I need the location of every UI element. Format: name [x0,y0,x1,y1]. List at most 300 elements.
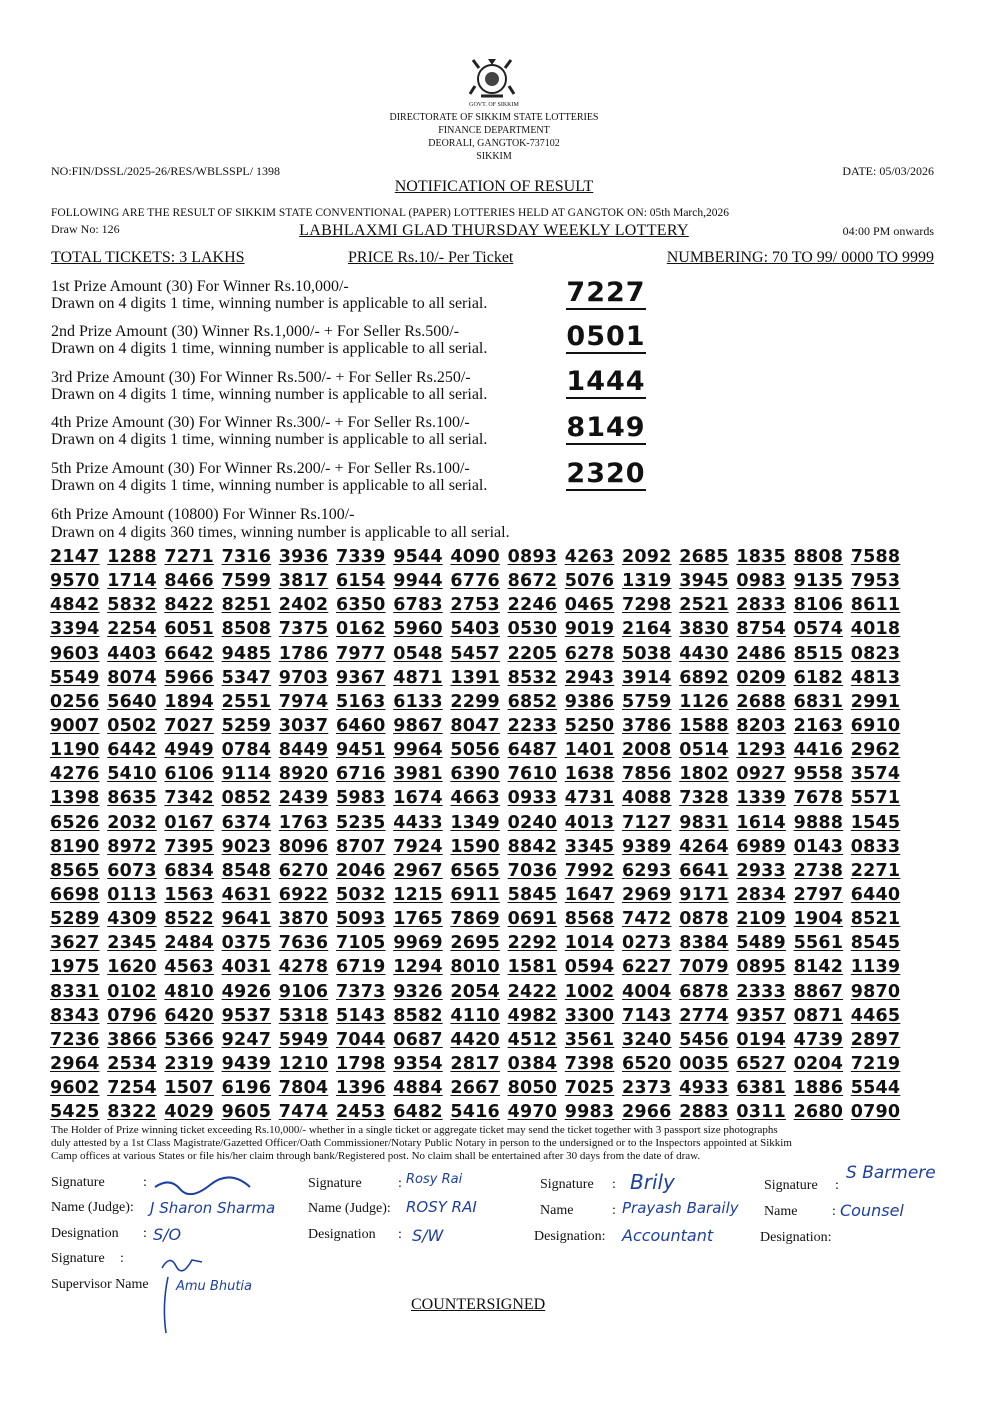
winning-number: 5832 [107,595,157,616]
winning-number: 8251 [221,595,272,616]
winning-number: 2205 [507,643,558,664]
winning-number: 5318 [278,1005,329,1026]
winning-number: 1293 [736,740,786,761]
winning-number: 9326 [393,981,443,1002]
winning-number: 0594 [564,957,615,978]
winning-number: 2534 [107,1053,157,1074]
winning-number: 2453 [336,1102,386,1123]
winning-number: 6989 [736,836,786,857]
winning-number: 7127 [622,812,672,833]
winning-number: 9357 [736,1005,786,1026]
winning-number: 2163 [793,715,844,736]
winning-number: 1802 [679,764,729,785]
winning-number: 0209 [736,667,786,688]
winning-number: 3866 [107,1029,157,1050]
winning-number: 5457 [450,643,500,664]
winning-number: 2422 [507,981,558,1002]
winning-number: 2964 [50,1053,100,1074]
winning-number: 6776 [450,571,500,592]
winning-number: 6565 [450,860,500,881]
draw-number: Draw No: 126 [51,222,120,236]
prize-2-rule: Drawn on 4 digits 1 time, winning number is applicable to all serial. [51,340,488,357]
winning-number: 8422 [164,595,214,616]
judge2-signature: Rosy Rai [406,1172,463,1187]
winning-number: 4884 [393,1078,443,1099]
winning-number: 2164 [622,619,672,640]
winning-number: 5544 [850,1078,901,1099]
sikkim-emblem-icon [469,56,515,102]
winning-number: 4871 [393,667,443,688]
notice-date: DATE: 05/03/2026 [842,164,934,178]
winning-number: 8203 [736,715,786,736]
prize-6-rule: Drawn on 4 digits 360 times, winning number is applicable to all serial. [51,524,510,541]
counsel-name: Counsel [840,1201,904,1220]
winning-number: 1894 [164,691,214,712]
winning-number: 9367 [336,667,386,688]
winning-number: 0852 [221,788,272,809]
winning-number: 7974 [278,691,329,712]
winning-number: 2046 [336,860,386,881]
directorate-name: DIRECTORATE OF SIKKIM STATE LOTTERIES [389,112,599,123]
accountant-signature: Brily [630,1170,675,1194]
supervisor-name-label: Supervisor Name [51,1277,149,1292]
winning-number: 8010 [450,957,500,978]
winning-number: 5093 [336,909,386,930]
winning-number: 8611 [850,595,901,616]
winning-number: 5561 [793,933,844,954]
winning-number: 2032 [107,812,157,833]
winning-number: 6154 [336,571,386,592]
winning-number: 0102 [107,981,157,1002]
winning-number: 3870 [278,909,329,930]
winning-number: 0784 [221,740,272,761]
winning-number: 1904 [793,909,844,930]
winning-number: 2439 [278,788,329,809]
prize-4-rule: Drawn on 4 digits 1 time, winning number is applicable to all serial. [51,431,488,448]
accountant-signature-label: Signature [540,1177,594,1192]
winning-number: 7924 [393,836,443,857]
prize-6-number-grid [50,546,908,1125]
winning-number: 0311 [736,1102,786,1123]
winning-number: 1886 [793,1078,844,1099]
winning-number: 9641 [221,909,272,930]
winning-number: 7027 [164,715,214,736]
winning-number: 2092 [622,547,672,567]
winning-number: 1620 [107,957,157,978]
prize-5-amount: 5th Prize Amount (30) For Winner Rs.200/- + For Seller Rs.100/- [51,460,470,477]
winning-number: 5759 [622,691,672,712]
winning-number: 9007 [50,715,100,736]
claim-footnote [51,1124,792,1163]
judge2-signature-label: Signature [308,1176,362,1191]
winning-number: 9135 [793,571,844,592]
winning-number: 4403 [107,643,157,664]
winning-number: 1139 [850,957,901,978]
winning-number: 2738 [793,860,844,881]
winning-number: 1396 [336,1078,386,1099]
winning-number: 1763 [278,812,329,833]
winning-number: 2967 [393,860,443,881]
winning-number: 6834 [164,860,214,881]
winning-number: 1786 [278,643,329,664]
winning-number: 9171 [679,884,729,905]
winning-number: 6442 [107,740,157,761]
winning-number: 6420 [164,1005,214,1026]
winning-number: 0167 [164,812,214,833]
judge2-name-label: Name (Judge): [308,1201,391,1216]
winning-number: 7219 [850,1053,901,1074]
winning-number: 7636 [278,933,329,954]
winning-number: 2685 [679,547,729,567]
winning-number: 3945 [679,571,729,592]
winning-number: 2521 [679,595,729,616]
ticket-price: PRICE Rs.10/- Per Ticket [348,249,514,266]
winning-number: 6460 [336,715,386,736]
winning-number: 2246 [507,595,558,616]
winning-number: 7599 [221,571,272,592]
prize-1-amount: 1st Prize Amount (30) For Winner Rs.10,000/- [51,278,349,295]
winning-number: 4416 [793,740,844,761]
winning-number: 1349 [450,812,500,833]
winning-number: 1835 [736,547,786,567]
winning-number: 7105 [336,933,386,954]
winning-number: 8466 [164,571,214,592]
winning-number: 0687 [393,1029,443,1050]
winning-number: 6106 [164,764,214,785]
prize-2-number: 0501 [566,321,646,352]
winning-number: 9485 [221,643,272,664]
winning-number: 4663 [450,788,500,809]
winning-number: 7977 [336,643,386,664]
winning-number: 8331 [50,981,100,1002]
winning-number: 3394 [50,619,100,640]
winning-number: 2695 [450,933,500,954]
prize-3-number: 1444 [566,366,646,397]
accountant-designation: Accountant [622,1226,714,1245]
winning-number: 1638 [564,764,615,785]
winning-number: 4512 [507,1029,558,1050]
winning-number: 1647 [564,884,615,905]
winning-number: 3914 [622,667,672,688]
winning-number: 3300 [564,1005,615,1026]
prize-5-rule: Drawn on 4 digits 1 time, winning number is applicable to all serial. [51,477,488,494]
winning-number: 9602 [50,1078,100,1099]
winning-number: 0927 [736,764,786,785]
winning-number: 4013 [564,812,615,833]
winning-number: 1975 [50,957,100,978]
winning-number: 1545 [850,812,901,833]
page-title: NOTIFICATION OF RESULT [394,178,594,195]
winning-number: 5032 [336,884,386,905]
winning-number: 8508 [221,619,272,640]
winning-number: 7395 [164,836,214,857]
winning-number: 6641 [679,860,729,881]
winning-number: 2991 [850,691,901,712]
winning-number: 2271 [850,860,901,881]
colon: : [835,1178,839,1193]
prize-4-amount: 4th Prize Amount (30) For Winner Rs.300/- + For Seller Rs.100/- [51,414,470,431]
counsel-signature: S Barmere [846,1163,936,1183]
winning-number: 8521 [850,909,901,930]
winning-number: 4813 [850,667,901,688]
winning-number: 0530 [507,619,558,640]
winning-number: 8343 [50,1005,100,1026]
winning-number: 0502 [107,715,157,736]
winning-number: 4090 [450,547,500,567]
winning-number: 7298 [622,595,672,616]
winning-number: 9114 [221,764,272,785]
judge1-designation: S/O [153,1225,182,1244]
winning-number: 0240 [507,812,558,833]
winning-number: 8867 [793,981,844,1002]
winning-number: 5076 [564,571,615,592]
winning-number: 1014 [564,933,615,954]
winning-number: 9247 [221,1029,272,1050]
winning-number: 2966 [622,1102,672,1123]
winning-number: 5456 [679,1029,729,1050]
winning-number: 9888 [793,812,844,833]
winning-number: 4004 [622,981,672,1002]
winning-number: 2688 [736,691,786,712]
winning-number: 0574 [793,619,844,640]
winning-number: 2897 [850,1029,901,1050]
winning-number: 4933 [679,1078,729,1099]
winning-number: 6051 [164,619,214,640]
winning-number: 0823 [850,643,901,664]
winning-number: 9603 [50,643,100,664]
winning-number: 7036 [507,860,558,881]
winning-number: 9106 [278,981,329,1002]
winning-number: 8808 [793,547,844,567]
judge2-designation: S/W [412,1226,444,1245]
winning-number: 1714 [107,571,157,592]
judge1-name: J Sharon Sharma [150,1199,276,1217]
judge1-designation-label: Designation [51,1226,119,1241]
winning-number: 9703 [278,667,329,688]
winning-number: 6783 [393,595,443,616]
winning-number: 4563 [164,957,214,978]
winning-number: 9389 [622,836,672,857]
total-tickets: TOTAL TICKETS: 3 LAKHS [51,249,245,266]
address-line: DEORALI, GANGTOK-737102 [428,138,560,149]
winning-number: 9570 [50,571,100,592]
winning-number: 1563 [164,884,214,905]
winning-number: 0035 [679,1053,729,1074]
winning-number: 0256 [50,691,100,712]
winning-number: 5571 [850,788,901,809]
winning-number: 6487 [507,740,558,761]
winning-number: 2486 [736,643,786,664]
winning-number: 0384 [507,1053,558,1074]
winning-number: 9964 [393,740,443,761]
winning-number: 4430 [679,643,729,664]
winning-number: 0204 [793,1053,844,1074]
reference-number: NO:FIN/DSSL/2025-26/RES/WBLSSPL/ 1398 [51,164,281,178]
winning-number: 3936 [278,547,329,567]
winning-number: 8190 [50,836,100,857]
winning-number: 5038 [622,643,672,664]
countersigned-label: COUNTERSIGNED [411,1296,546,1313]
winning-number: 8515 [793,643,844,664]
winning-number: 6878 [679,981,729,1002]
winning-number: 6911 [450,884,500,905]
winning-number: 4926 [221,981,272,1002]
winning-number: 1288 [107,547,157,567]
winning-number: 5366 [164,1029,214,1050]
winning-number: 9867 [393,715,443,736]
winning-number: 4739 [793,1029,844,1050]
winning-number: 5640 [107,691,157,712]
winning-number: 2233 [507,715,558,736]
winning-number: 9605 [221,1102,272,1123]
winning-number: 0878 [679,909,729,930]
winning-number: 2797 [793,884,844,905]
winning-number: 8047 [450,715,500,736]
winning-number: 9969 [393,933,443,954]
winning-number: 5425 [50,1102,100,1123]
footnote-line: duly attested by a 1st Class Magistrate/Gazetted Officer/Oath Commissioner/Notary Public Notary in person to the undersigned or to the Inspectors appointed at Sikkim [51,1137,792,1149]
winning-number: 7953 [850,571,901,592]
winning-number: 2109 [736,909,786,930]
winning-number: 4110 [450,1005,500,1026]
judge2-designation-label: Designation [308,1227,376,1242]
winning-number: 0194 [736,1029,786,1050]
winning-number: 6719 [336,957,386,978]
winning-number: 4949 [164,740,214,761]
winning-number: 6716 [336,764,386,785]
winning-number: 5966 [164,667,214,688]
prize-3-amount: 3rd Prize Amount (30) For Winner Rs.500/- + For Seller Rs.250/- [51,369,471,386]
winning-number: 0162 [336,619,386,640]
supervisor-signature [158,1252,208,1274]
counsel-designation-label: Designation: [760,1230,832,1245]
counsel-signature-label: Signature [764,1178,818,1193]
winning-number: 2962 [850,740,901,761]
emblem-caption: GOVT. OF SIKKIM [469,102,519,108]
winning-number: 7474 [278,1102,329,1123]
lottery-name: LABHLAXMI GLAD THURSDAY WEEKLY LOTTERY [299,222,689,239]
winning-number: 7804 [278,1078,329,1099]
winning-number: 8842 [507,836,558,857]
winning-number: 1614 [736,812,786,833]
winning-number: 2254 [107,619,157,640]
winning-number: 3627 [50,933,100,954]
winning-number: 6293 [622,860,672,881]
winning-number: 7025 [564,1078,615,1099]
winning-number: 9354 [393,1053,443,1074]
winning-number: 7271 [164,547,214,567]
winning-number: 1339 [736,788,786,809]
winning-number: 0895 [736,957,786,978]
winning-number: 8920 [278,764,329,785]
winning-number: 6698 [50,884,100,905]
winning-number: 8565 [50,860,100,881]
numbering-range: NUMBERING: 70 TO 99/ 0000 TO 9999 [666,249,934,266]
winning-number: 7316 [221,547,272,567]
winning-number: 6852 [507,691,558,712]
winning-number: 1588 [679,715,729,736]
winning-number: 0796 [107,1005,157,1026]
winning-number: 8754 [736,619,786,640]
winning-number: 5416 [450,1102,500,1123]
winning-number: 3240 [622,1029,672,1050]
winning-number: 2054 [450,981,500,1002]
prize-1-rule: Drawn on 4 digits 1 time, winning number is applicable to all serial. [51,295,488,312]
winning-number: 8707 [336,836,386,857]
footnote-line: Camp offices at various States or file his/her claim through bank/Registered post. No claim shall be entertained after 30 days from the date of draw. [51,1150,701,1162]
winning-number: 2484 [164,933,214,954]
winning-number: 1398 [50,788,100,809]
winning-number: 0893 [507,547,558,567]
winning-number: 2969 [622,884,672,905]
winning-number: 9023 [221,836,272,857]
winning-number: 6642 [164,643,214,664]
winning-number: 8449 [278,740,329,761]
winning-number: 9944 [393,571,443,592]
winning-number: 1507 [164,1078,214,1099]
winning-number: 9439 [221,1053,272,1074]
winning-number: 7472 [622,909,672,930]
winning-number: 2943 [564,667,615,688]
judge1-signature-label: Signature [51,1175,105,1190]
winning-number: 5949 [278,1029,329,1050]
winning-number: 4088 [622,788,672,809]
winning-number: 5259 [221,715,272,736]
winning-number: 6350 [336,595,386,616]
winning-number: 3037 [278,715,329,736]
winning-number: 8096 [278,836,329,857]
winning-number: 2834 [736,884,786,905]
winning-number: 7328 [679,788,729,809]
winning-number: 0113 [107,884,157,905]
winning-number: 5143 [336,1005,386,1026]
winning-number: 3817 [278,571,329,592]
winning-number: 6527 [736,1053,786,1074]
counsel-name-label: Name [764,1204,798,1219]
winning-number: 8532 [507,667,558,688]
footnote-line: The Holder of Prize winning ticket exceeding Rs.10,000/- whether in a single ticket or aggregate ticket may send the ticket together with 3 passport size photographs [51,1124,778,1136]
winning-number: 2299 [450,691,500,712]
winning-number: 7079 [679,957,729,978]
winning-number: 9558 [793,764,844,785]
winning-number: 5845 [507,884,558,905]
winning-number: 2833 [736,595,786,616]
winning-number: 4278 [278,957,329,978]
colon: : [143,1226,147,1241]
winning-number: 3981 [393,764,443,785]
winning-number: 4420 [450,1029,500,1050]
winning-number: 4263 [564,547,615,567]
winning-number: 5163 [336,691,386,712]
winning-number: 1215 [393,884,443,905]
winning-number: 2319 [164,1053,214,1074]
department-name: FINANCE DEPARTMENT [438,125,550,136]
judge1-name-label: Name (Judge): [51,1200,134,1215]
winning-number: 7398 [564,1053,615,1074]
winning-number: 5489 [736,933,786,954]
winning-number: 1319 [622,571,672,592]
winning-number: 7610 [507,764,558,785]
winning-number: 8548 [221,860,272,881]
winning-number: 2933 [736,860,786,881]
winning-number: 3345 [564,836,615,857]
winning-number: 4031 [221,957,272,978]
judge2-name: ROSY RAI [406,1198,477,1216]
winning-number: 2883 [679,1102,729,1123]
winning-number: 6374 [221,812,272,833]
winning-number: 1401 [564,740,615,761]
winning-number: 8568 [564,909,615,930]
